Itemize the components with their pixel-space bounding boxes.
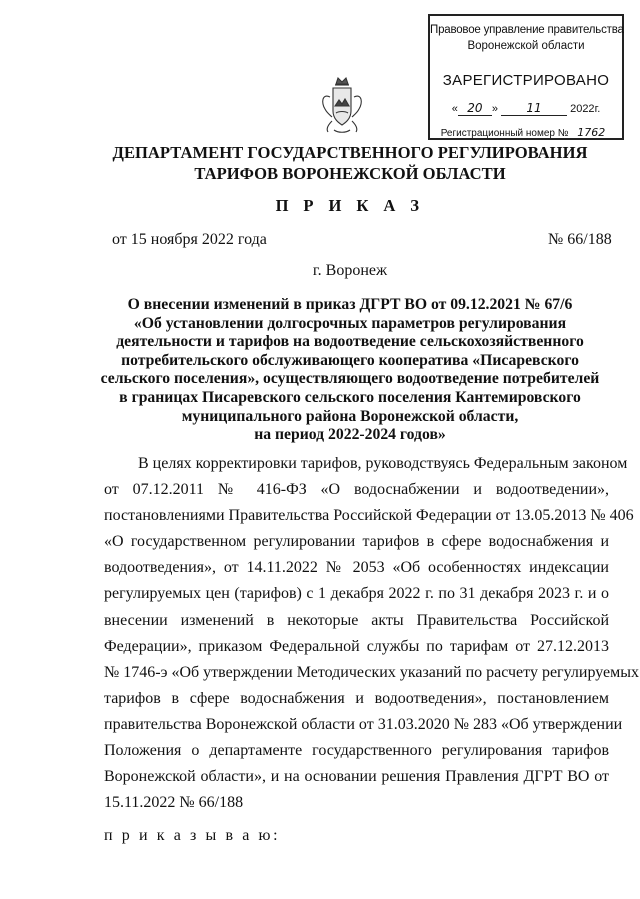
subject-line: О внесении изменений в приказ ДГРТ ВО от 09.12.2021 № 67/6: [127, 296, 573, 313]
coat-of-arms-icon: [318, 75, 366, 135]
stamp-reg-number-label: Регистрационный номер №: [440, 128, 569, 139]
city: г. Воронеж: [312, 262, 388, 279]
subject-line: деятельности и тарифов на водоотведение сельскохозяйственного: [116, 333, 584, 351]
order-subject: [50, 296, 640, 445]
subject-line: потребительского обслуживающего кооператива «Писаревского: [121, 351, 579, 369]
body-line: «О государственном регулировании тарифов в сфере водоснабжения и: [104, 533, 609, 551]
body-line: водоотведения», от 14.11.2022 № 2053 «Об особенностях индексации: [104, 559, 609, 577]
stamp-reg-number-value: 1762: [571, 126, 611, 140]
body-line: 15.11.2022 № 66/188: [104, 794, 244, 812]
stamp-date-year-suffix: г.: [594, 103, 601, 115]
body-line: постановлениями Правительства Российской Федерации от 13.05.2013 № 406: [104, 507, 634, 525]
document-type: П Р И К А З: [275, 196, 425, 215]
subject-line: сельского поселения», осуществляющего водоотведение потребителей: [100, 370, 600, 388]
body-line: В целях корректировки тарифов, руководствуясь Федеральным законом: [138, 455, 628, 472]
body-line: внесении изменений в некоторые акты Правительства Российской: [104, 611, 609, 629]
subject-line: на период 2022-2024 годов»: [254, 426, 446, 444]
body-line: № 1746-э «Об утверждении Методических указаний по расчету регулируемых: [104, 663, 639, 681]
body-line: Воронежской области», и на основании решения Правления ДГРТ ВО от: [104, 768, 609, 786]
stamp-date-open-quote: «: [451, 103, 458, 115]
department-title-line1: ДЕПАРТАМЕНТ ГОСУДАРСТВЕННОГО РЕГУЛИРОВАНИЯ: [112, 143, 588, 162]
registration-stamp: [428, 14, 624, 140]
preamble-paragraph: [104, 451, 639, 816]
body-line: Положения о департаменте государственного регулирования тарифов: [104, 742, 609, 760]
body-line: Федерации», приказом Федеральной службы по тарифам от 27.12.2013: [104, 637, 609, 655]
stamp-org-line1: Правовое управление правительства: [430, 24, 624, 36]
body-line: регулируемых цен (тарифов) с 1 декабря 2022 г. по 31 декабря 2023 г. и о: [104, 585, 609, 603]
stamp-registered: ЗАРЕГИСТРИРОВАНО: [442, 72, 610, 89]
stamp-date-month: 11: [501, 102, 567, 116]
stamp-org-line2: Воронежской области: [467, 40, 585, 52]
stamp-date: [430, 102, 622, 116]
body-line: от 07.12.2011 № 416-ФЗ «О водоснабжении и водоотведении»,: [104, 481, 609, 499]
stamp-reg-number: [430, 126, 622, 140]
body-line: тарифов в сфере водоснабжения и водоотведения», постановлением: [104, 689, 609, 707]
order-number: № 66/188: [548, 231, 612, 248]
department-title-line2: ТАРИФОВ ВОРОНЕЖСКОЙ ОБЛАСТИ: [194, 164, 506, 183]
subject-line: муниципального района Воронежской области,: [181, 407, 519, 425]
order-date: от 15 ноября 2022 года: [112, 231, 267, 248]
stamp-date-close-quote: »: [491, 103, 498, 115]
subject-line: в границах Писаревского сельского поселения Кантемировского: [119, 388, 581, 406]
stamp-date-year: 2022: [570, 103, 595, 115]
stamp-date-day: 20: [458, 102, 492, 116]
body-line: правительства Воронежской области от 31.03.2020 № 283 «Об утверждении: [104, 715, 623, 733]
subject-line: «Об установлении долгосрочных параметров регулирования: [133, 314, 567, 332]
ordering-word: п р и к а з ы в а ю:: [104, 827, 281, 844]
